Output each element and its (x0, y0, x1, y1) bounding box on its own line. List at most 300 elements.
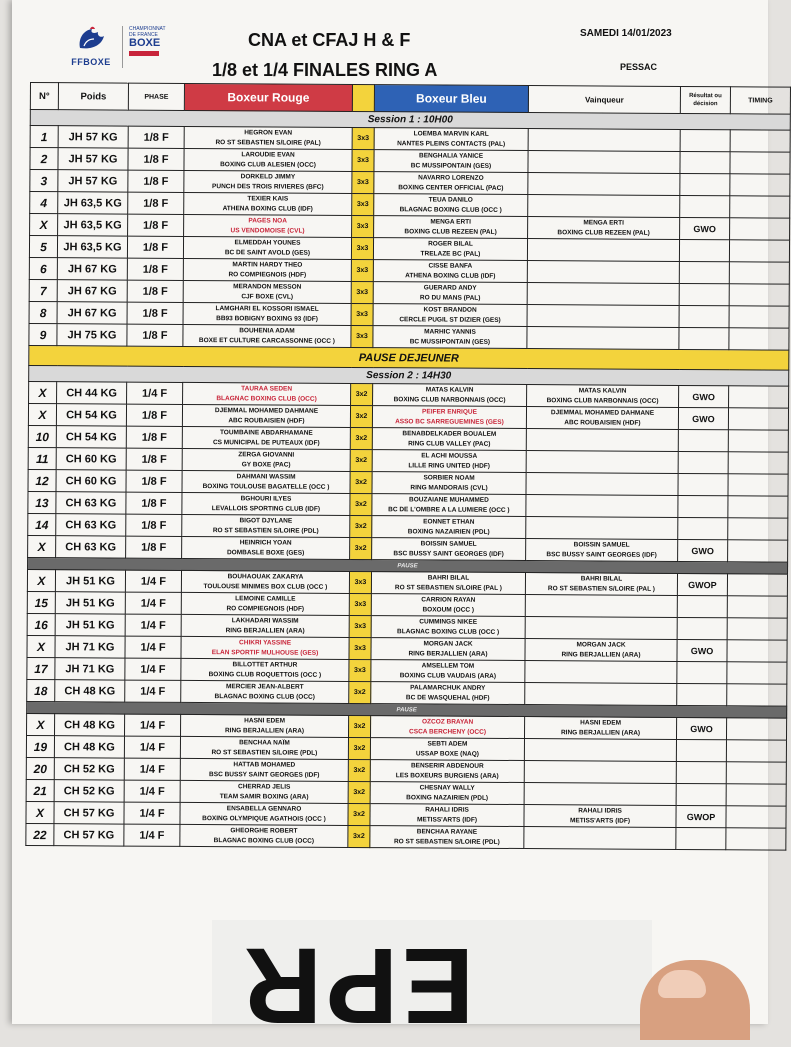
boxer-club: BSC BUSSY SAINT GEORGES (IDF) (546, 550, 657, 559)
boxer-cell (372, 516, 526, 539)
bout-weight: CH 60 KG (56, 470, 126, 492)
boxer-club: ABC ROUBAISIEN (HDF) (564, 418, 641, 427)
boxer-name: BENCHAA NAÏM (239, 738, 290, 747)
boxer-cell (182, 448, 350, 471)
bout-phase: 1/4 F (125, 636, 181, 658)
boxer-name: GHEORGHE ROBERT (230, 826, 298, 835)
boxer-name: NAVARRO LORENZO (418, 173, 484, 182)
boxer-name: BENGHALIA YANICE (419, 151, 484, 160)
boxer-cell (528, 195, 680, 218)
boxer-club: RO DU MANS (PAL) (419, 293, 481, 302)
bout-weight: JH 51 KG (55, 570, 125, 592)
boxer-name: LAMGHARI EL KOSSORI ISMAEL (215, 304, 319, 313)
bout-number: 11 (28, 447, 56, 469)
boxer-cell (372, 450, 526, 473)
boxer-cell (526, 495, 678, 518)
boxer-cell (180, 736, 348, 759)
bout-timing (728, 430, 788, 452)
boxer-club: ASSO BC SARREGUEMINES (GES) (395, 417, 504, 426)
boxer-club: CJF BOXE (CVL) (241, 292, 294, 301)
boxer-cell (526, 407, 678, 430)
bout-number: X (27, 635, 55, 657)
boxer-club: US VENDOMOISE (CVL) (230, 226, 305, 235)
boxer-club: BLAGNAC BOXING CLUB (OCC) (213, 836, 315, 845)
boxer-club: RO ST SEBASTIEN S/LOIRE (PAL) (215, 138, 321, 147)
boxer-club: BC DE L'OMBRE A LA LUMIERE (OCC ) (388, 505, 510, 514)
boxer-name: BENSERIR ABDENOUR (410, 761, 484, 770)
boxer-name (527, 484, 678, 485)
boxer-name: ENSABELLA GENNARO (226, 804, 302, 813)
boxer-club: RING BERJALLIEN (ARA) (561, 650, 641, 659)
boxer-club: RING MANDORAIS (CVL) (410, 483, 488, 492)
boxer-cell (527, 283, 679, 306)
bout-result: GWO (680, 217, 730, 239)
bout-phase: 1/4 F (125, 658, 181, 680)
bout-number: 10 (28, 425, 56, 447)
boxer-cell (526, 429, 678, 452)
boxer-name: ELMEDDAH YOUNES (234, 238, 301, 247)
bout-rounds: 3x3 (349, 615, 371, 637)
bout-timing (728, 496, 788, 518)
boxer-club: PUNCH DES TROIS RIVIERES (BFC) (212, 182, 324, 191)
bout-number: 15 (27, 591, 55, 613)
boxer-name (528, 206, 679, 207)
bout-rounds: 3x2 (350, 405, 372, 427)
bout-rounds: 3x3 (352, 149, 374, 171)
boxer-cell (183, 382, 351, 405)
boxer-cell (370, 760, 524, 783)
boxer-club (528, 250, 679, 251)
boxer-club: TOULOUSE MINIMES BOX CLUB (OCC ) (203, 582, 328, 591)
bout-rounds: 3x2 (348, 737, 370, 759)
bout-weight: JH 51 KG (55, 614, 125, 636)
bout-result (678, 451, 728, 473)
boxer-cell (182, 514, 350, 537)
boxer-club: BLAGNAC BOXING CLUB (OCC ) (399, 205, 502, 214)
col-boxeur-bleu: Boxeur Bleu (374, 85, 528, 113)
bout-weight: CH 60 KG (56, 448, 126, 470)
bout-phase: 1/8 F (126, 492, 182, 514)
boxer-cell (180, 802, 348, 825)
boxer-name: MATAS KALVIN (425, 385, 474, 394)
boxer-cell (528, 173, 680, 196)
bout-rounds: 3x3 (352, 215, 374, 237)
boxer-name: CARRION RAYAN (421, 595, 476, 604)
boxer-name: EONNET ETHAN (423, 517, 475, 526)
boxer-club: GY BOXE (PAC) (241, 460, 291, 469)
boxer-club: LEVALLOIS SPORTING CLUB (IDF) (211, 504, 321, 513)
boxer-cell (527, 305, 679, 328)
bout-timing (728, 474, 788, 496)
bout-number: 4 (30, 192, 58, 214)
boxer-cell (374, 172, 528, 195)
boxer-name: DAHMANI WASSIM (236, 472, 296, 481)
bout-timing (729, 262, 789, 284)
lunch-break-row-label: PAUSE DEJEUNER (29, 345, 789, 370)
bout-result (678, 517, 728, 539)
bout-result (680, 129, 730, 151)
boxer-cell (524, 717, 676, 740)
boxer-cell (184, 192, 352, 215)
bout-number: 5 (29, 236, 57, 258)
bout-timing (727, 640, 787, 662)
boxer-club: RING BERJALLIEN (ARA) (224, 726, 305, 735)
boxer-club: BSC BUSSY SAINT GEORGES (IDF) (209, 770, 320, 779)
boxer-cell (371, 572, 525, 595)
boxer-club: CERCLE PUGIL ST DIZIER (GES) (399, 315, 501, 324)
boxer-name: CHIKRI YASSINE (239, 638, 292, 647)
boxer-club (526, 606, 677, 607)
bout-rounds: 3x2 (350, 449, 372, 471)
boxer-name (527, 338, 678, 339)
bout-result: GWO (676, 717, 726, 739)
boxer-cell (524, 783, 676, 806)
bout-timing (729, 328, 789, 350)
bout-result (678, 429, 728, 451)
boxer-name: PEIFER ENRIQUE (422, 407, 477, 416)
bout-phase: 1/8 F (126, 426, 182, 448)
boxer-name: TOUMBAINE ABDARHAMANE (219, 428, 313, 437)
bout-result (677, 617, 727, 639)
bout-rounds: 3x2 (350, 537, 372, 559)
boxer-name: MATAS KALVIN (578, 386, 627, 395)
boxer-cell (181, 592, 349, 615)
boxer-club (525, 750, 676, 751)
boxer-cell (180, 780, 348, 803)
boxer-name: MORGAN JACK (423, 639, 473, 648)
session-label: Session 1 : 10H00 (30, 110, 790, 131)
boxer-cell (525, 595, 677, 618)
boxer-club (526, 528, 677, 529)
bout-timing (728, 518, 788, 540)
boxer-club: BOXING NAZAIRIEN (PDL) (406, 793, 489, 802)
bout-rounds: 3x3 (349, 593, 371, 615)
boxer-name (525, 672, 676, 673)
boxer-name (527, 440, 678, 441)
boxer-cell (184, 126, 352, 149)
bout-weight: JH 75 KG (57, 324, 127, 346)
bout-number: 12 (28, 469, 56, 491)
bout-number: 7 (29, 279, 57, 301)
bout-phase: 1/4 F (124, 736, 180, 758)
boxer-name: LEMOINE CAMILLE (235, 594, 296, 603)
boxer-cell (182, 404, 350, 427)
boxer-name (527, 462, 678, 463)
bout-weight: CH 52 KG (54, 758, 124, 780)
boxer-name: TEXIER KAIS (247, 194, 289, 203)
thumbnail-nail (658, 970, 706, 998)
bout-weight: JH 67 KG (57, 280, 127, 302)
bout-phase: 1/8 F (128, 126, 184, 148)
boxer-name: HASNI EDEM (580, 718, 622, 727)
boxer-cell (182, 426, 350, 449)
boxer-name: MERANDON MESSON (233, 282, 302, 291)
boxer-cell (374, 128, 528, 151)
bout-number: 14 (28, 513, 56, 535)
boxer-cell (184, 214, 352, 237)
boxer-club: RING BERJALLIEN (ARA) (560, 728, 641, 737)
boxer-name: BOISSIN SAMUEL (420, 539, 477, 548)
table-body (26, 110, 790, 851)
boxer-club (528, 184, 679, 185)
bout-rounds: 3x3 (351, 281, 373, 303)
boxer-club: BOXING CLUB VAUDAIS (ARA) (399, 671, 497, 680)
boxer-club: BSC BUSSY SAINT GEORGES (IDF) (393, 549, 504, 558)
bout-timing (726, 762, 786, 784)
bout-phase: 1/4 F (124, 802, 180, 824)
bout-result (677, 661, 727, 683)
boxer-name (528, 294, 679, 295)
championship-boxe: BOXE (129, 37, 161, 49)
boxer-name: BIGOT DJYLANE (239, 516, 293, 525)
boxer-club: BC MUSSIPONTAIN (GES) (410, 161, 492, 170)
boxer-club: DOMBASLE BOXE (GES) (226, 548, 305, 557)
boxer-cell (370, 826, 524, 849)
boxer-name: PALAMARCHUK ANDRY (410, 683, 486, 692)
boxer-cell (180, 824, 348, 847)
bout-rounds: 3x2 (348, 781, 370, 803)
boxer-cell (527, 327, 679, 350)
bout-weight: JH 67 KG (57, 302, 127, 324)
bout-phase: 1/4 F (124, 780, 180, 802)
boxer-cell (181, 570, 349, 593)
boxer-club (525, 672, 676, 673)
bout-rounds: 3x2 (348, 759, 370, 781)
boxer-cell (525, 617, 677, 640)
boxer-cell (181, 714, 349, 737)
bout-weight: JH 71 KG (55, 658, 125, 680)
boxer-name: EL ACHI MOUSSA (421, 451, 478, 460)
boxer-club (529, 162, 680, 163)
boxer-club: BOXING CLUB NARBONNAIS (OCC) (546, 396, 659, 405)
boxer-cell (371, 616, 525, 639)
bout-rounds: 3x3 (352, 171, 374, 193)
boxer-name (528, 250, 679, 251)
bout-timing (729, 306, 789, 328)
event-date: SAMEDI 14/01/2023 (580, 28, 672, 39)
bout-number: 16 (27, 613, 55, 635)
boxer-cell (184, 148, 352, 171)
col-vainqueur: Vainqueur (528, 86, 680, 114)
boxer-name: BGHOURI ILYES (240, 494, 292, 503)
bout-number: X (28, 403, 56, 425)
session-row-label: Session 2 : 14H30 (29, 365, 789, 386)
boxer-name (524, 838, 675, 839)
bout-weight: CH 44 KG (57, 382, 127, 404)
boxer-club: RO COMPIEGNOIS (HDF) (226, 604, 305, 613)
table-row (26, 823, 786, 850)
boxer-club: BLAGNAC BOXING CLUB (OCC) (216, 394, 317, 403)
bout-weight: CH 63 KG (56, 536, 126, 558)
boxer-name: BAHRI BILAL (580, 574, 623, 583)
boxer-cell (372, 472, 526, 495)
bout-result (678, 473, 728, 495)
rooster-icon (74, 26, 108, 52)
bout-rounds: 3x3 (349, 659, 371, 681)
bout-phase: 1/4 F (124, 758, 180, 780)
boxer-cell (183, 280, 351, 303)
boxer-club: LES BOXEURS BURGIENS (ARA) (395, 771, 499, 780)
bout-weight: JH 71 KG (55, 636, 125, 658)
pause-row-label: PAUSE (27, 701, 787, 718)
boxer-name: SORBIER NOAM (423, 473, 475, 482)
boxer-cell (527, 385, 679, 408)
boxer-cell (524, 739, 676, 762)
bout-weight: CH 63 KG (56, 514, 126, 536)
boxer-cell (182, 536, 350, 559)
boxer-club: RING BERJALLIEN (ARA) (225, 626, 305, 635)
boxer-cell (183, 236, 351, 259)
boxer-name: BAHRI BILAL (427, 573, 470, 582)
bout-rounds: 3x3 (352, 127, 374, 149)
boxer-cell (526, 517, 678, 540)
boxer-name: HEGRON EVAN (244, 128, 293, 137)
boxer-club: ATHENA BOXING CLUB (IDF) (222, 204, 313, 213)
bout-result (676, 783, 726, 805)
boxer-cell (371, 638, 525, 661)
boxer-club: RO COMPIEGNOIS (HDF) (228, 270, 307, 279)
boxer-name: RAHALI IDRIS (425, 805, 469, 814)
bout-rounds: 3x2 (350, 471, 372, 493)
boxer-name: MENGA ERTI (430, 217, 471, 226)
bout-number: 13 (28, 491, 56, 513)
bout-timing (727, 662, 787, 684)
bout-number: 2 (30, 148, 58, 170)
boxer-cell (526, 473, 678, 496)
boxer-name: HEINRICH YOAN (239, 538, 292, 547)
boxer-club: RO ST SEBASTIEN S/LOIRE (PDL) (393, 837, 500, 846)
bout-result: GWO (677, 639, 727, 661)
boxer-cell (183, 324, 351, 347)
bout-number: X (30, 214, 58, 236)
bout-result (679, 327, 729, 349)
boxer-club (525, 694, 676, 695)
bout-timing (726, 740, 786, 762)
boxer-club: NANTES PLEINS CONTACTS (PAL) (397, 139, 506, 148)
bout-timing (727, 596, 787, 618)
boxer-cell (374, 216, 528, 239)
boxer-name: MENGA ERTI (583, 218, 624, 227)
bout-result: GWO (678, 539, 728, 561)
boxer-cell (181, 658, 349, 681)
boxer-name: HATTAB MOHAMED (233, 760, 296, 769)
boxer-club: BC DE SAINT AVOLD (GES) (224, 248, 311, 257)
bout-result (680, 195, 730, 217)
boxer-cell (524, 827, 676, 850)
boxer-name (525, 750, 676, 751)
boxer-name: CISSE BANFA (428, 261, 473, 270)
boxer-club: TEAM SAMIR BOXING (ARA) (219, 792, 309, 801)
bout-phase: 1/8 F (127, 302, 183, 324)
title-line2: 1/8 et 1/4 FINALES RING A (212, 60, 438, 80)
pause-row-label: PAUSE (28, 557, 788, 574)
boxer-club: BOXE ET CULTURE CARCASSONNE (OCC ) (198, 336, 335, 345)
bout-timing (730, 196, 790, 218)
bout-result: GWO (678, 407, 728, 429)
boxer-cell (372, 538, 526, 561)
bout-weight: CH 63 KG (56, 492, 126, 514)
boxer-name: PAGES NOA (248, 216, 287, 225)
boxer-club: METISS'ARTS (IDF) (416, 815, 478, 824)
boxer-name: BILLOTTET ARTHUR (232, 660, 298, 669)
boxer-cell (373, 260, 527, 283)
bout-weight: CH 57 KG (54, 802, 124, 824)
boxer-name: HASNI EDEM (244, 716, 286, 725)
boxer-cell (181, 636, 349, 659)
col-resultat: Résultat ou décision (680, 86, 730, 113)
boxer-club (527, 462, 678, 463)
bout-number: 19 (26, 735, 54, 757)
bout-result (676, 739, 726, 761)
col-boxeur-rouge: Boxeur Rouge (184, 83, 352, 111)
bout-rounds: 3x3 (351, 325, 373, 347)
boxer-club (528, 272, 679, 273)
boxer-name: MARTIN HARDY THEO (232, 260, 303, 269)
boxer-club (528, 316, 679, 317)
col-rounds (352, 84, 374, 111)
bout-rounds: 3x3 (351, 237, 373, 259)
boxer-name (528, 316, 679, 317)
bout-phase: 1/8 F (126, 470, 182, 492)
boxer-club: LILLE RING UNITED (HDF) (408, 461, 490, 470)
bout-timing (726, 718, 786, 740)
boxer-name: LOEMBA MARVIN KARL (413, 129, 489, 138)
boxer-club: BC DE WASQUEHAL (HDF) (405, 693, 490, 702)
boxer-club: RO ST SEBASTIEN S/LOIRE (PAL ) (394, 583, 502, 592)
bout-number: X (26, 801, 54, 823)
bout-number: 1 (30, 126, 58, 148)
boxer-club (528, 294, 679, 295)
stamp-letters: EPR (240, 926, 475, 1047)
boxer-name: OZCOZ BRAYAN (421, 717, 474, 726)
bout-timing (726, 784, 786, 806)
bout-weight: JH 63,5 KG (57, 236, 127, 258)
bout-phase: 1/8 F (128, 214, 184, 236)
boxer-club (526, 506, 677, 507)
bout-phase: 1/4 F (125, 570, 181, 592)
boxer-name: DJEMMAL MOHAMED DAHMANE (214, 406, 319, 415)
boxer-name: DJEMMAL MOHAMED DAHMANE (550, 408, 655, 417)
boxer-name: GUERARD ANDY (423, 283, 477, 292)
bout-rounds: 3x2 (349, 681, 371, 703)
boxer-club: BC MUSSIPONTAIN (GES) (409, 337, 491, 346)
bout-phase: 1/4 F (125, 680, 181, 702)
boxer-cell (371, 660, 525, 683)
bout-weight: CH 57 KG (54, 824, 124, 846)
boxer-club: BOXING CLUB ROQUETTOIS (OCC ) (208, 670, 322, 679)
bout-result (678, 495, 728, 517)
boxer-name: SEBTI ADEM (427, 739, 468, 748)
bout-phase: 1/4 F (125, 614, 181, 636)
bout-phase: 1/8 F (126, 514, 182, 536)
boxer-cell (371, 682, 525, 705)
sheet-header (12, 0, 768, 82)
bout-timing (730, 130, 790, 152)
boxer-name: MORGAN JACK (576, 640, 626, 649)
bout-rounds: 3x2 (350, 427, 372, 449)
boxer-cell (183, 258, 351, 281)
boxer-club (524, 838, 675, 839)
boxer-club: BOXING CLUB REZEEN (PAL) (557, 228, 650, 237)
boxer-cell (374, 150, 528, 173)
boxer-club: BOXING CLUB NARBONNAIS (OCC) (393, 395, 506, 404)
bout-rounds: 3x2 (349, 715, 371, 737)
boxer-club: RO ST SEBASTIEN S/LOIRE (PDL) (212, 526, 319, 535)
bout-timing (728, 452, 788, 474)
boxer-name: DORKELD JIMMY (240, 172, 296, 181)
bout-rounds: 3x2 (348, 825, 370, 847)
boxer-club: BOXING NAZAIRIEN (PDL) (407, 527, 490, 536)
